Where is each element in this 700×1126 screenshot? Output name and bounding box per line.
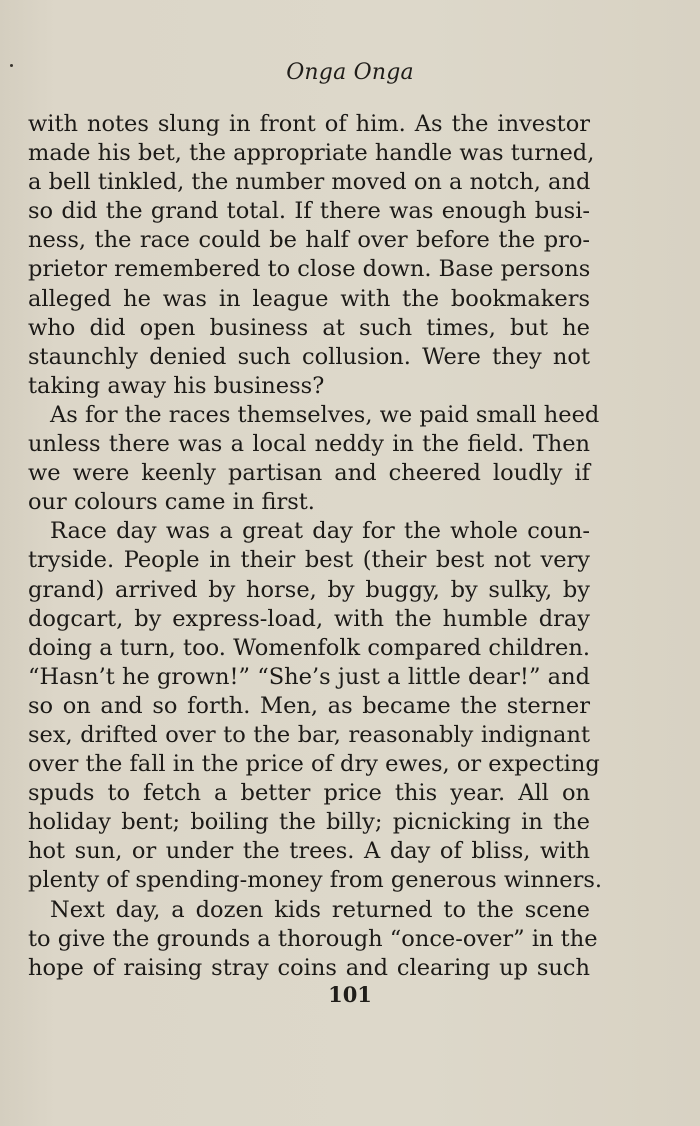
text-line: “Hasn’t he grown!” “She’s just a little dear!” and	[28, 663, 590, 690]
text-line: doing a turn, too. Womenfolk compared children.	[28, 634, 590, 661]
text-line: holiday bent; boiling the billy; picnicking in the	[28, 809, 590, 836]
text-line: prietor remembered to close down. Base persons	[28, 256, 591, 283]
text-line: alleged he was in league with the bookmakers	[28, 285, 590, 312]
text-line: taking away his business?	[28, 372, 325, 399]
text-line: tryside. People in their best (their best not very	[28, 547, 590, 574]
text-line: we were keenly partisan and cheered loudly if	[28, 460, 590, 487]
text-line: dogcart, by express-load, with the humble dray	[28, 605, 590, 632]
text-line: ness, the race could be half over before the pro-	[28, 227, 590, 254]
text-line: hope of raising stray coins and clearing up such	[28, 954, 590, 981]
text-line: who did open business at such times, but he	[28, 314, 590, 341]
text-line: plenty of spending-money from generous winners.	[28, 867, 603, 894]
text-line: staunchly denied such collusion. Were they not	[28, 343, 590, 370]
text-line: spuds to fetch a better price this year. All on	[28, 780, 590, 807]
paragraph-first-line: Next day, a dozen kids returned to the scene	[50, 896, 590, 923]
text-line: over the fall in the price of dry ewes, or expecting	[28, 751, 600, 778]
text-line: sex, drifted over to the bar, reasonably indignant	[28, 721, 590, 748]
body-text	[28, 110, 603, 983]
page-number: 101	[328, 982, 372, 1007]
paragraph-first-line: Race day was a great day for the whole coun-	[50, 518, 590, 545]
text-line: made his bet, the appropriate handle was turned,	[28, 140, 595, 167]
paragraph-first-line: As for the races themselves, we paid small heed	[50, 401, 600, 428]
text-line: grand) arrived by horse, by buggy, by sulky, by	[28, 576, 590, 603]
text-line: so on and so forth. Men, as became the sterner	[28, 692, 590, 719]
text-line: with notes slung in front of him. As the investor	[28, 111, 590, 137]
text-line: unless there was a local neddy in the field. Then	[28, 431, 590, 458]
text-line: our colours came in first.	[28, 489, 315, 516]
text-line: a bell tinkled, the number moved on a notch, and	[28, 169, 591, 196]
text-line: hot sun, or under the trees. A day of bliss, with	[28, 838, 590, 865]
text-line: to give the grounds a thorough “once-over” in the	[28, 925, 598, 952]
running-head: Onga Onga	[286, 60, 414, 85]
text-line: so did the grand total. If there was enough busi-	[28, 198, 590, 225]
